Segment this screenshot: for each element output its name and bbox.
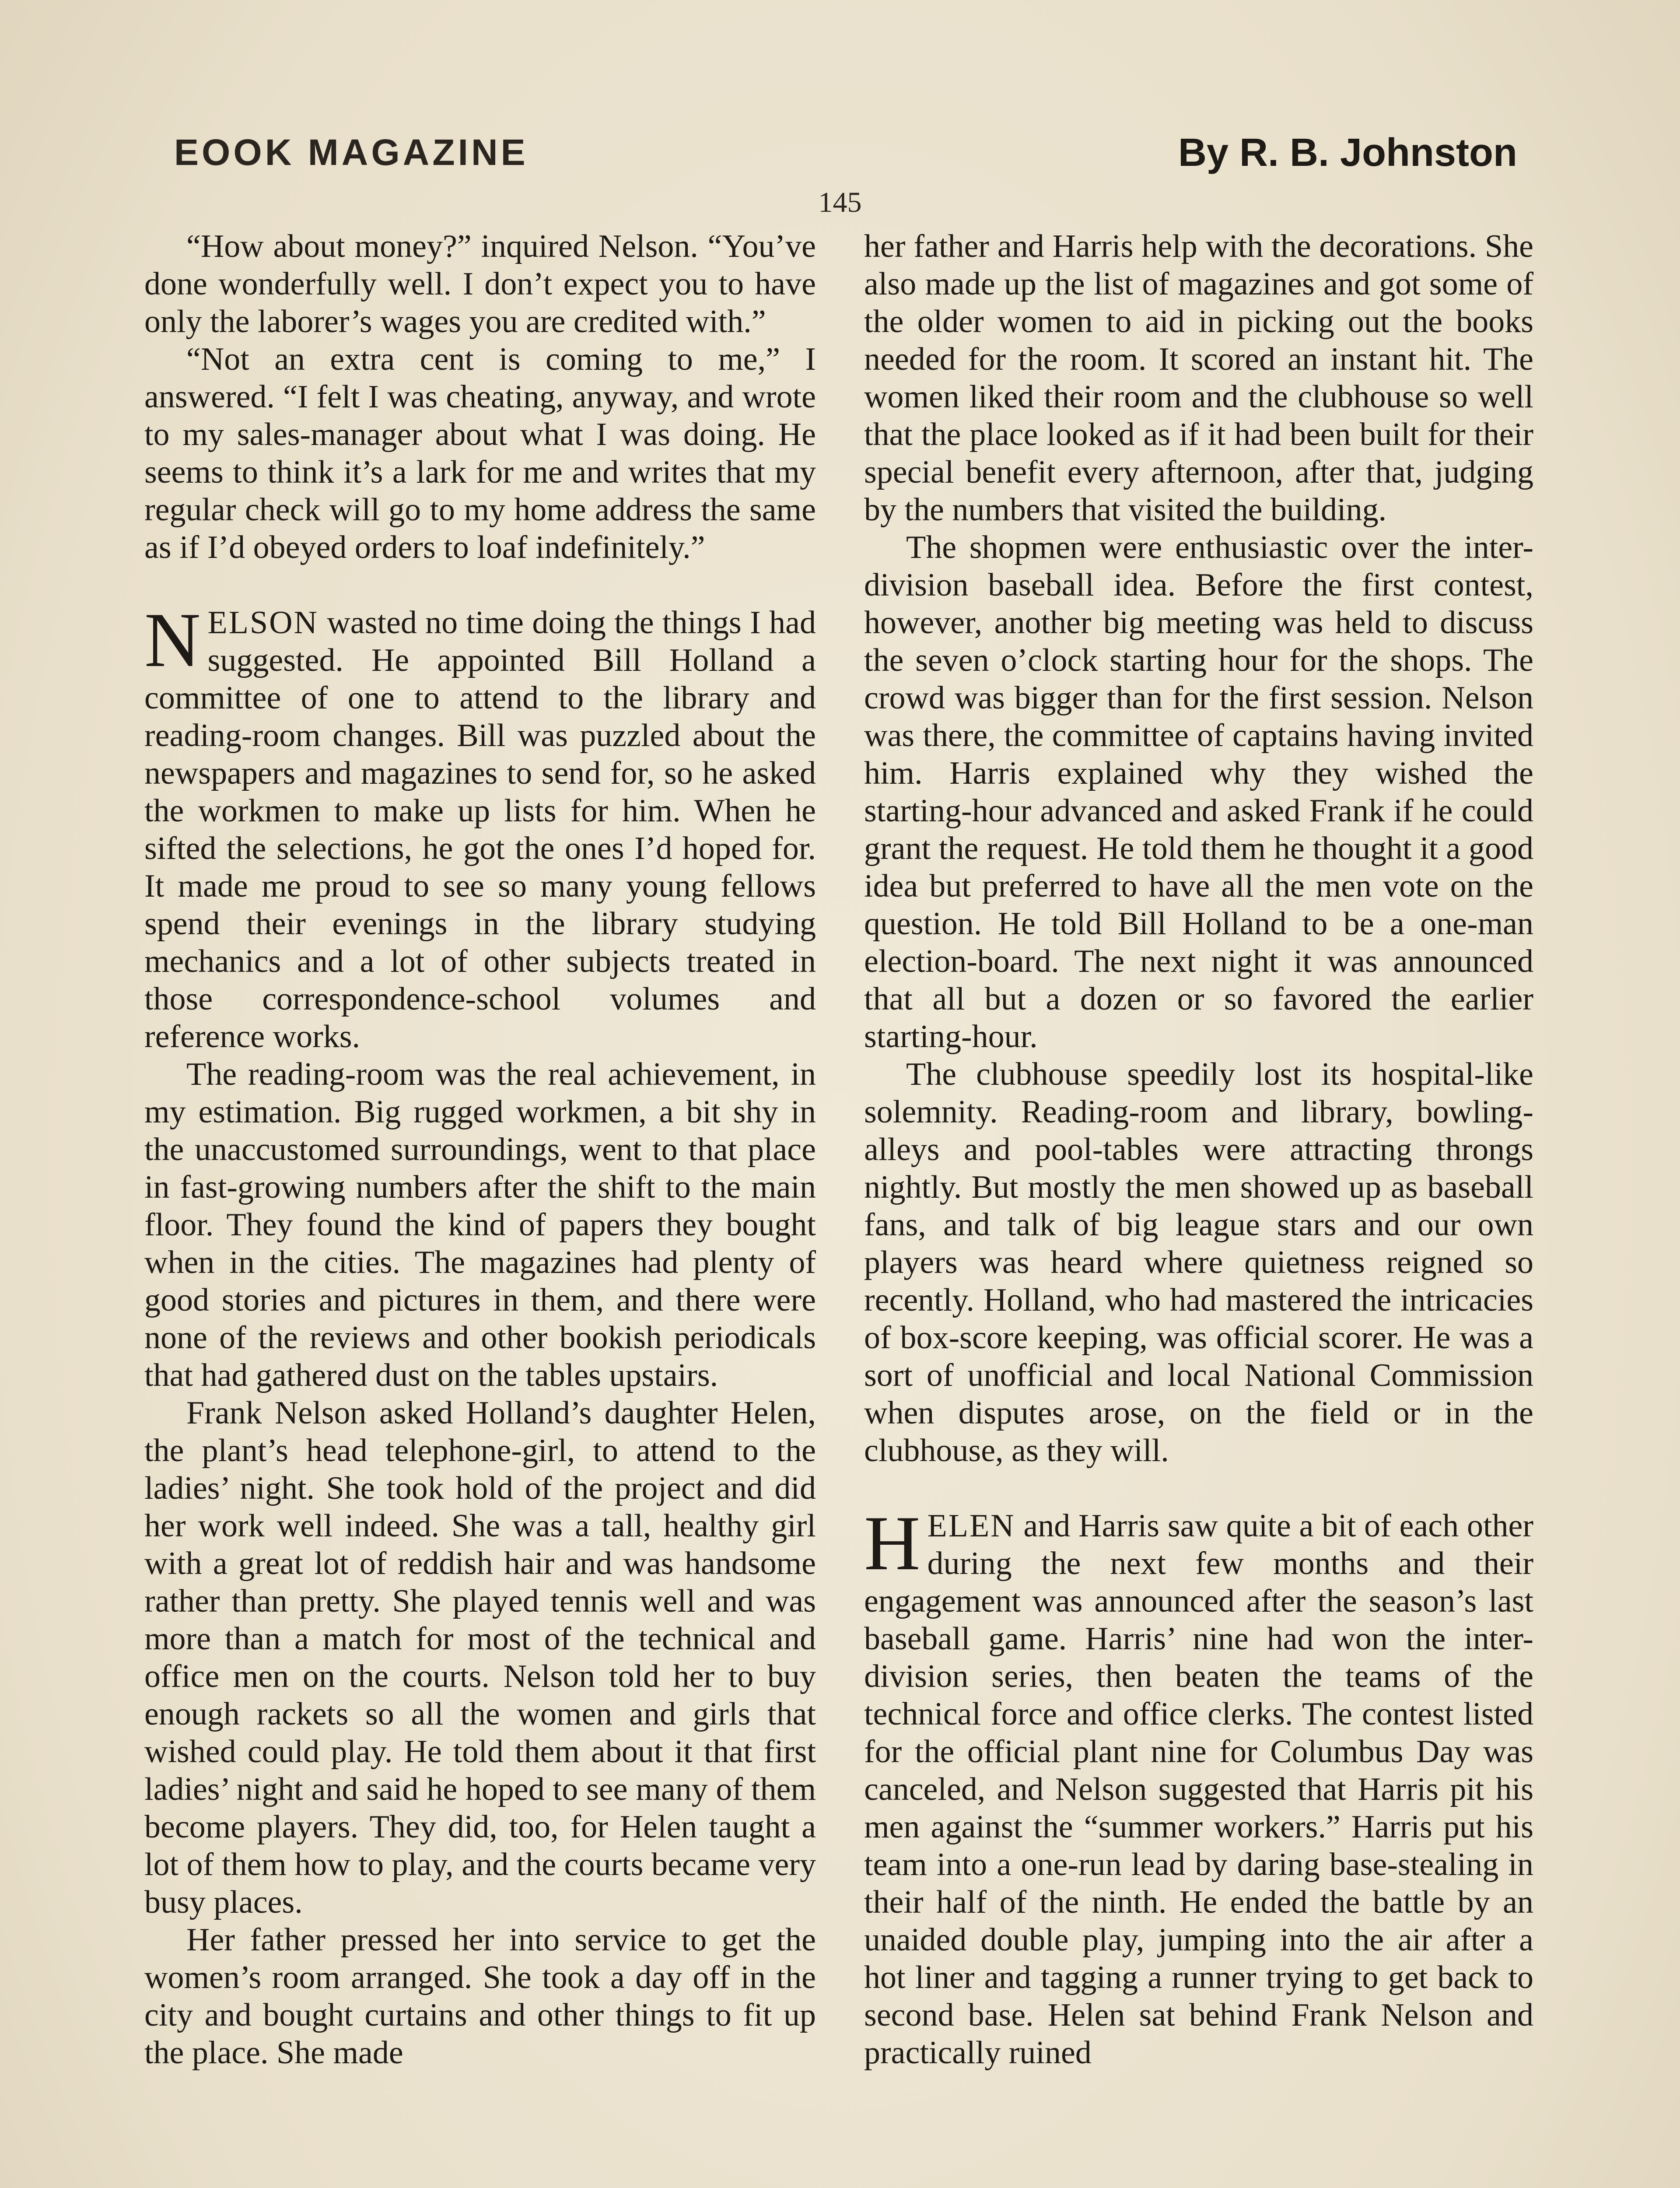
paragraph-with-dropcap <box>144 596 816 1055</box>
smallcaps-word: ELSON <box>207 605 318 641</box>
smallcaps-word: ELEN <box>927 1508 1015 1544</box>
paragraph: The clubhouse speedily lost its hospital-like solemnity. Reading-room and library, bowling-alleys and pool-tables were attracting throngs nightly. But mostly the men showed up as baseball fans, and talk of big league stars and our own players was heard where quietness reigned so recently. Holland, who had mastered the intricacies of box-score keeping, was official scorer. He was a sort of unofficial and local National Commission when disputes arose, on the field or in the clubhouse, as they will. <box>864 1056 1533 1469</box>
paragraph-text: and Harris saw quite a bit of each other during the next few months and their engagement was announced after the season’s last baseball game. Harris’ nine had won the inter-division series, then beaten the teams of the technical force and office clerks. The contest listed for the official plant nine for Columbus Day was canceled, and Nelson suggested that Harris pit his men against the “summer workers.” Harris put his team into a one-run lead by daring base-stealing in their half of the ninth. He ended the battle by an unaided double play, jumping into the air after a hot liner and tagging a runner trying to get back to second base. Helen sat behind Frank Nelson and practically ruined <box>864 1508 1533 2071</box>
paragraph: her father and Harris help with the decorations. She also made up the list of magazines and got some of the older women to aid in picking out the books needed for the room. It scored an instant hit. The women liked their room and the clubhouse so well that the place looked as if it had been built for their special benefit every afternoon, after that, judging by the numbers that visited the building. <box>864 228 1533 528</box>
paragraph: The reading-room was the real achievement, in my estimation. Big rugged workmen, a bit shy in the unaccustomed surroundings, went to that place in fast-growing numbers after the shift to the main floor. They found the kind of papers they bought when in the cities. The magazines had plenty of good stories and pictures in them, and there were none of the reviews and other bookish periodicals that had gathered dust on the tables upstairs. <box>144 1056 816 1393</box>
page-number: 145 <box>818 186 862 218</box>
paragraph: Her father pressed her into service to get the women’s room arranged. She took a day off in the city and bought curtains and other things to fit up the place. She made <box>144 1922 816 2071</box>
running-head-magazine-title: EOOK MAGAZINE <box>174 132 528 173</box>
paragraph: The shopmen were enthusiastic over the inter-division baseball idea. Before the first contest, however, another big meeting was held to discuss the seven o’clock starting hour for the shops. The crowd was bigger than for the first session. Nelson was there, the committee of captains having invited him. Harris explained why they wished the starting-hour advanced and asked Frank if he could grant the request. He told them he thought it a good idea but preferred to have all the men vote on the question. He told Bill Holland to be a one-man election-board. The next night it was announced that all but a dozen or so favored the earlier starting-hour. <box>864 529 1533 1055</box>
paragraph: “How about money?” inquired Nelson. “You’ve done wonderfully well. I don’t expect you to have only the laborer’s wages you are credited with.” <box>144 228 816 340</box>
running-head-author: By R. B. Johnston <box>1178 131 1517 175</box>
left-column <box>144 228 816 2072</box>
right-column <box>864 228 1533 2072</box>
paragraph-text: wasted no time doing the things I had suggested. He appointed Bill Holland a committee of one to attend to the library and reading-room changes. Bill was puzzled about the newspapers and magazines to send for, so he asked the workmen to make up lists for him. When he sifted the selections, he got the ones I’d hoped for. It made me proud to see so many young fellows spend their evenings in the library studying mechanics and a lot of other subjects treated in those correspondence-school volumes and reference works. <box>144 605 816 1055</box>
dropcap-letter: N <box>144 596 201 683</box>
paragraph: “Not an extra cent is coming to me,” I answered. “I felt I was cheating, anyway, and wrote to my sales-manager about what I was doing. He seems to think it’s a lark for me and writes that my regular check will go to my home address the same as if I’d obeyed orders to loaf indefinitely.” <box>144 341 816 565</box>
dropcap-letter: H <box>864 1500 920 1586</box>
paragraph-with-dropcap <box>864 1500 1533 2072</box>
paragraph: Frank Nelson asked Holland’s daughter Helen, the plant’s head telephone-girl, to attend to the ladies’ night. She took hold of the project and did her work well indeed. She was a tall, healthy girl with a great lot of reddish hair and was handsome rather than pretty. She played tennis well and was more than a match for most of the technical and office men on the courts. Nelson told her to buy enough rackets so all the women and girls that wished could play. He told them about it that first ladies’ night and said he hoped to see many of them become players. They did, too, for Helen taught a lot of them how to play, and the courts became very busy places. <box>144 1395 816 1920</box>
